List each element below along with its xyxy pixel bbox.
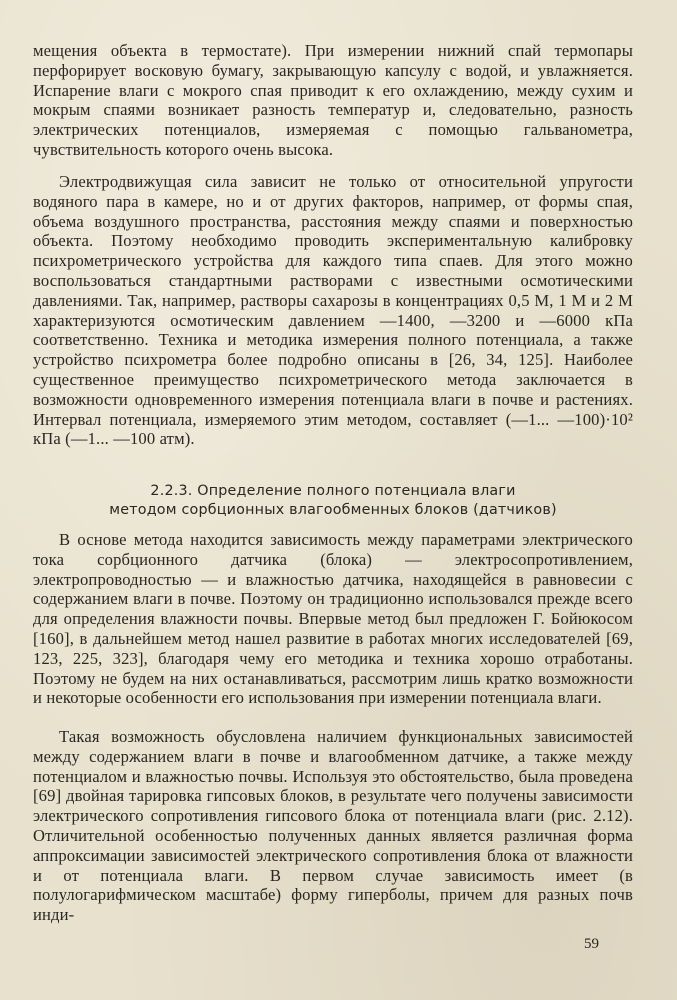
section-heading [33, 482, 633, 519]
paragraph-method-basis [33, 530, 633, 708]
paragraph-text: Такая возможность обусловлена наличием функциональных зависимостей между содержанием влаги в почве и влагообменном датчике, а также между потенциалом и влажностью почвы. Используя это обстоятельство, была проведена [69] двойная тарировка гипсовых блоков, в результате чего получены зависимости электрического сопротивления гипсового блока от потенциала влаги (рис. 2.12). Отличительной особенностью полученных данных является различная форма аппроксимации зависимостей электрического сопротивления блока от влажности и от потенциала влаги. В первом случае зависимость имеет (в полулогарифмическом масштабе) форму гиперболы, причем для разных почв инди- [33, 727, 633, 925]
paragraph-thermocouple-continuation [33, 41, 633, 160]
paragraph-functional-dependencies [33, 727, 633, 925]
paragraph-emf-calibration [33, 172, 633, 449]
section-heading-line-1: 2.2.3. Определение полного потенциала влаги [150, 483, 516, 499]
paragraph-text: В основе метода находится зависимость между параметрами электрического тока сорбционного датчика (блока) — электросопротивлением, электропроводностью — и влажностью датчика, находящейся в равновесии с содержанием влаги в почве. Поэтому он традиционно использовался прежде всего для определения влажности почвы. Впервые метод был предложен Г. Бойюкосом [160], в дальнейшем метод нашел развитие в работах многих исследователей [69, 123, 225, 323], благодаря чему его методика и техника хорошо отработаны. Поэтому не будем на них останавливаться, рассмотрим лишь кратко возможности и некоторые особенности его использования при измерении потенциала влаги. [33, 530, 633, 708]
paragraph-text: Электродвижущая сила зависит не только от относительной упругости водяного пара в камере, но и от других факторов, например, от формы спая, объема воздушного пространства, расстояния между спаями и поверхностью объекта. Поэтому необходимо проводить экспериментальную калибровку психрометрического устройства для каждого типа спаев. Для этого можно воспользоваться стандартными растворами с известными осмотическими давлениями. Так, например, растворы сахарозы в концентрациях 0,5 М, 1 М и 2 М характеризуются осмотическим давлением —1400, —3200 и —6000 кПа соответственно. Техника и методика измерения полного потенциала, а также устройство психрометра более подробно описаны в [26, 34, 125]. Наиболее существенное преимущество психрометрического метода заключается в возможности одновременного измерения потенциала влаги в почве и растениях. Интервал потенциала, измеряемого этим методом, составляет (—1... —100)·10² кПа (—1... —100 атм). [33, 172, 633, 449]
section-heading-line-2: методом сорбционных влагообменных блоков (датчиков) [109, 501, 557, 518]
paragraph-text: мещения объекта в термостате). При измерении нижний спай термопары перфорирует восковую бумагу, закрывающую капсулу с водой, и увлажняется. Испарение влаги с мокрого спая приводит к его охлаждению, между сухим и мокрым спаями возникает разность температур и, следовательно, разность электрических потенциалов, измеряемая с помощью гальванометра, чувствительность которого очень высока. [33, 41, 633, 159]
page-number: 59 [584, 936, 599, 952]
